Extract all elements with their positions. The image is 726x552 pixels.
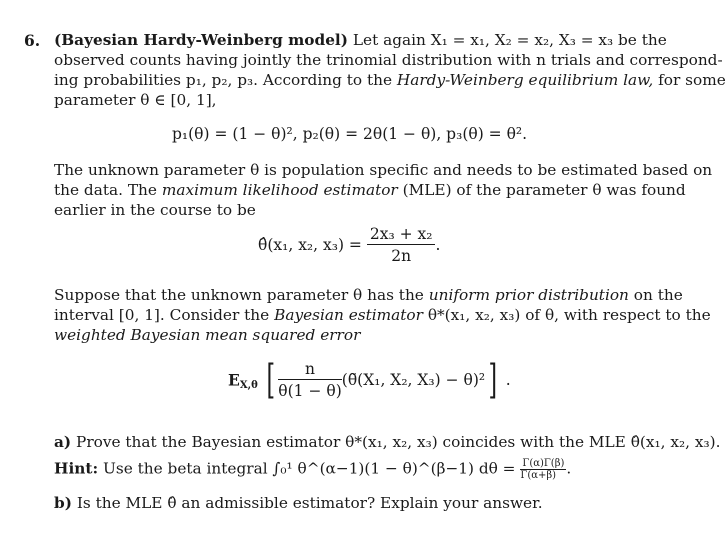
part-b-label: b) xyxy=(54,494,72,512)
intro-text-3c: for some xyxy=(658,71,726,89)
intro-line-1 xyxy=(54,30,667,50)
probabilities-equation: p₁(θ) = (1 − θ)², p₂(θ) = 2θ(1 − θ), p₃(θ) = θ². xyxy=(172,125,528,143)
para2-line-2 xyxy=(54,180,686,200)
beta-numerator: Γ(α)Γ(β) xyxy=(522,458,565,469)
part-b-line xyxy=(54,493,662,513)
para2-text-2c: (MLE) of the parameter θ was found xyxy=(402,181,686,199)
para3-line-1 xyxy=(54,285,683,305)
mle-end: . xyxy=(435,236,441,254)
beta-fraction xyxy=(520,458,566,481)
para3-text-1c: on the xyxy=(633,286,683,304)
risk-equation xyxy=(228,357,511,403)
risk-subscript: X,θ xyxy=(239,380,258,391)
para2-text-2a: the data. The xyxy=(54,181,157,199)
para3-line-3: weighted Bayesian mean squared error xyxy=(54,326,361,344)
para3-text-2c: θ*(x₁, x₂, x₃) of θ, with respect to the xyxy=(427,306,711,324)
part-a-text: Prove that the Bayesian estimator θ*(x₁, x₂, x₃) coincides with the MLE θ̂(x₁, x₂, x₃). xyxy=(76,433,721,451)
part-b-text: Is the MLE θ̂ an admissible estimator? Explain your answer. xyxy=(76,494,543,512)
intro-line-3 xyxy=(54,70,726,90)
intro-line-4: parameter θ ∈ [0, 1], xyxy=(54,91,217,109)
uniform-prior-term: uniform prior distribution xyxy=(428,286,629,304)
intro-line-2: observed counts having jointly the trinomial distribution with n trials and correspond- xyxy=(54,51,723,69)
para2-line-1: The unknown parameter θ is population specific and needs to be estimated based on xyxy=(54,161,713,179)
risk-expectation: E xyxy=(228,370,240,390)
risk-numerator: n xyxy=(278,360,341,380)
risk-end: . xyxy=(505,371,511,389)
bayesian-estimator-term: Bayesian estimator xyxy=(274,306,423,324)
part-a-label: a) xyxy=(54,433,72,451)
part-a-line xyxy=(54,432,721,452)
mle-fraction xyxy=(367,225,436,265)
para2-line-3: earlier in the course to be xyxy=(54,201,256,219)
hint-label: Hint: xyxy=(54,459,99,478)
left-bracket: [ xyxy=(266,357,275,403)
intro-text-3a: ing probabilities p₁, p₂, p₃. According to the xyxy=(54,71,393,89)
problem-title: (Bayesian Hardy-Weinberg model) xyxy=(54,31,348,49)
problem-number: 6. xyxy=(24,31,41,50)
para3-line-2 xyxy=(54,305,711,325)
para3-text-1a: Suppose that the unknown parameter θ has the xyxy=(54,286,424,304)
risk-denominator: θ(1 − θ) xyxy=(278,382,342,400)
risk-fraction xyxy=(278,360,341,400)
hardy-weinberg-term: Hardy-Weinberg equilibrium law, xyxy=(396,71,654,89)
mle-lhs: θ̂(x₁, x₂, x₃) = xyxy=(258,236,362,254)
right-bracket: ] xyxy=(488,357,498,403)
intro-text-1: Let again X₁ = x₁, X₂ = x₂, X₃ = x₃ be the xyxy=(352,31,667,49)
para3-text-2a: interval [0, 1]. Consider the xyxy=(54,306,270,324)
mle-equation xyxy=(258,225,440,265)
mle-term: maximum likelihood estimator xyxy=(161,181,398,199)
mle-numerator: 2x₃ + x₂ xyxy=(367,225,436,245)
mle-denominator: 2n xyxy=(391,247,412,265)
hint-end: . xyxy=(566,459,572,478)
hint-text: Use the beta integral ∫₀¹ θ^(α−1)(1 − θ)^(β−1) dθ = xyxy=(102,459,516,478)
beta-denominator: Γ(α+β) xyxy=(520,470,557,481)
risk-body: (θ̃(X₁, X₂, X₃) − θ)² xyxy=(341,371,486,389)
hint-line xyxy=(54,458,662,481)
